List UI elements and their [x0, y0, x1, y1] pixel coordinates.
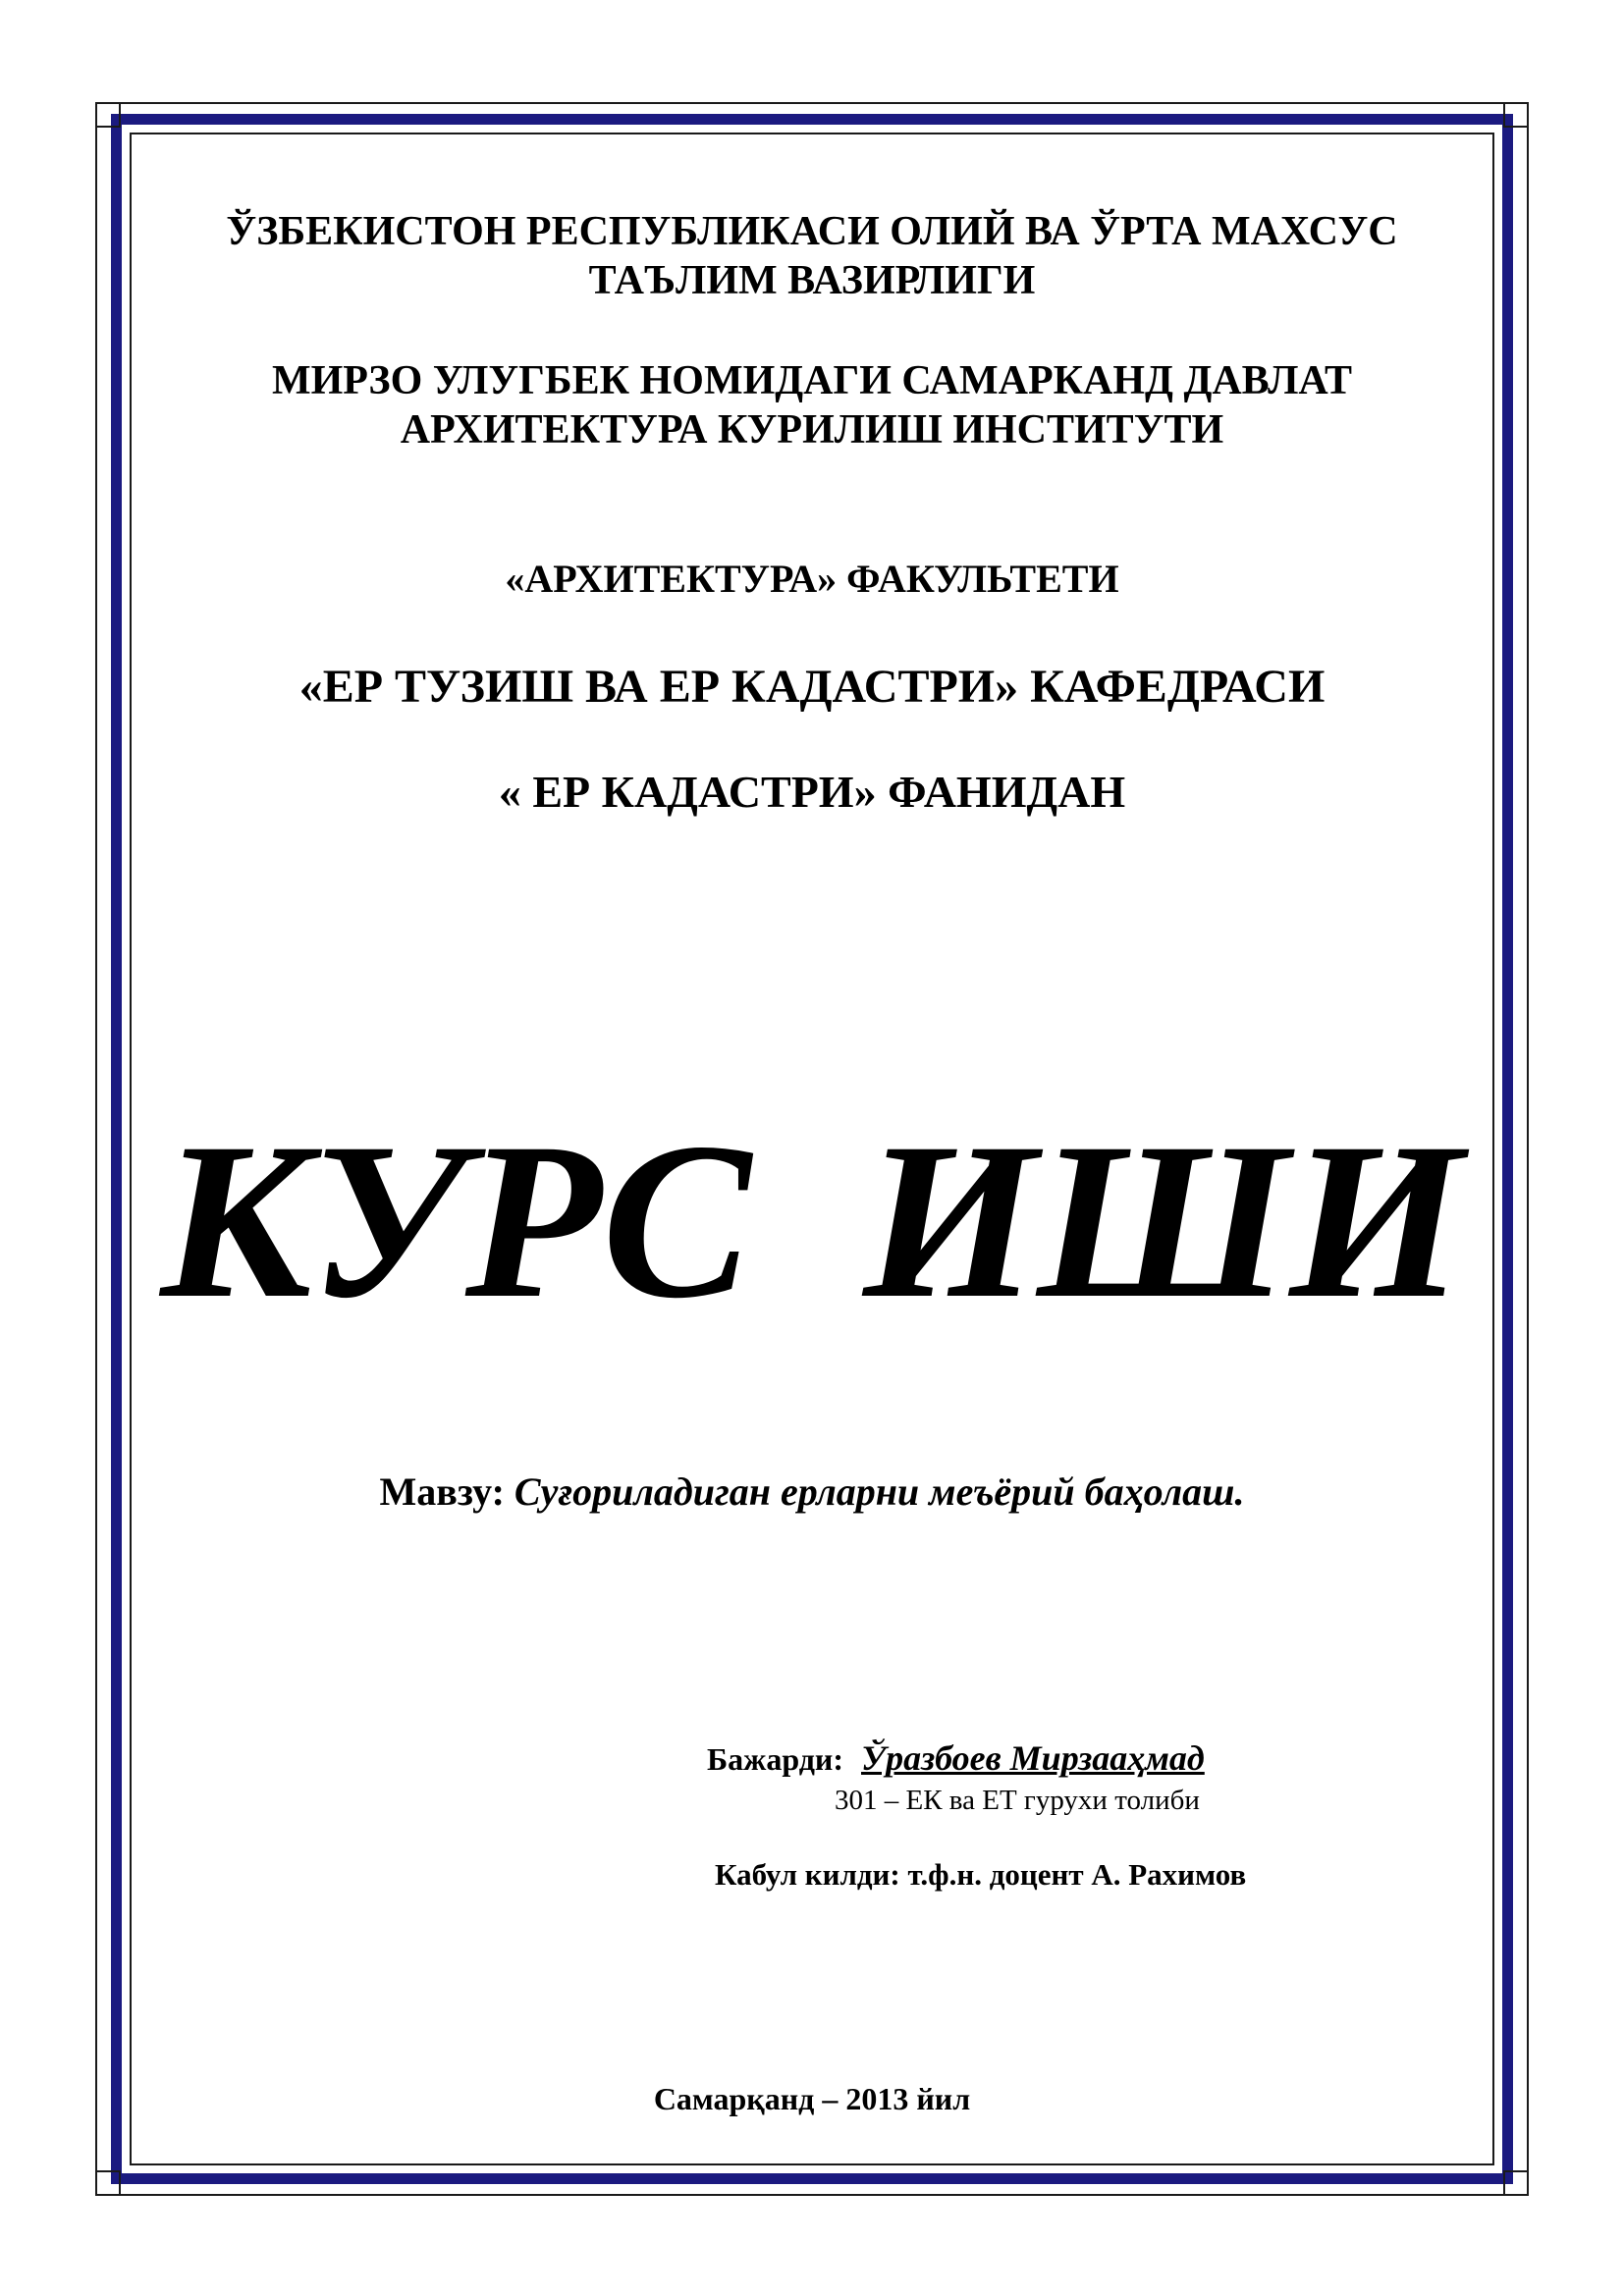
ministry-line-2: ТАЪЛИМ ВАЗИРЛИГИ — [588, 257, 1036, 303]
document-title: КУРС ИШИ — [160, 1097, 1464, 1345]
accepted-line — [715, 1857, 1246, 1893]
performer-group: 301 – ЕК ва ЕТ гурухи толиби — [835, 1785, 1200, 1816]
institute-line-1: МИРЗО УЛУГБЕК НОМИДАГИ САМАРКАНД ДАВЛАТ — [271, 358, 1353, 403]
frame-corner-bottom-right — [1503, 2170, 1529, 2196]
accepted-name: т.ф.н. доцент А. Рахимов — [907, 1857, 1247, 1892]
performer-label: Бажарди: — [707, 1741, 844, 1777]
topic-line — [0, 1468, 1624, 1515]
accepted-label: Кабул килди: — [715, 1857, 900, 1892]
performer-line — [707, 1737, 1205, 1779]
department-heading: «ЕР ТУЗИШ ВА ЕР КАДАСТРИ» КАФЕДРАСИ — [298, 661, 1326, 713]
institute-heading — [0, 357, 1624, 454]
frame-corner-bottom-left — [95, 2170, 121, 2196]
faculty-heading: «АРХИТЕКТУРА» ФАКУЛЬТЕТИ — [505, 557, 1119, 601]
institute-line-2: АРХИТЕКТУРА КУРИЛИШ ИНСТИТУТИ — [400, 406, 1224, 453]
ministry-line-1: ЎЗБЕКИСТОН РЕСПУБЛИКАСИ ОЛИЙ ВА ЎРТА МАХСУС — [226, 209, 1398, 254]
frame-corner-top-left — [95, 102, 121, 128]
subject-heading: « ЕР КАДАСТРИ» ФАНИДАН — [498, 767, 1126, 817]
frame-corner-top-right — [1503, 102, 1529, 128]
city-year-footer: Самарқанд – 2013 йил — [653, 2081, 971, 2116]
ministry-heading — [0, 208, 1624, 305]
topic-value: Суғориладиган ерларни меъёрий баҳолаш. — [514, 1469, 1245, 1514]
performer-name: Ўразбоев Мирзааҳмад — [861, 1738, 1205, 1778]
topic-label: Мавзу: — [379, 1469, 505, 1514]
